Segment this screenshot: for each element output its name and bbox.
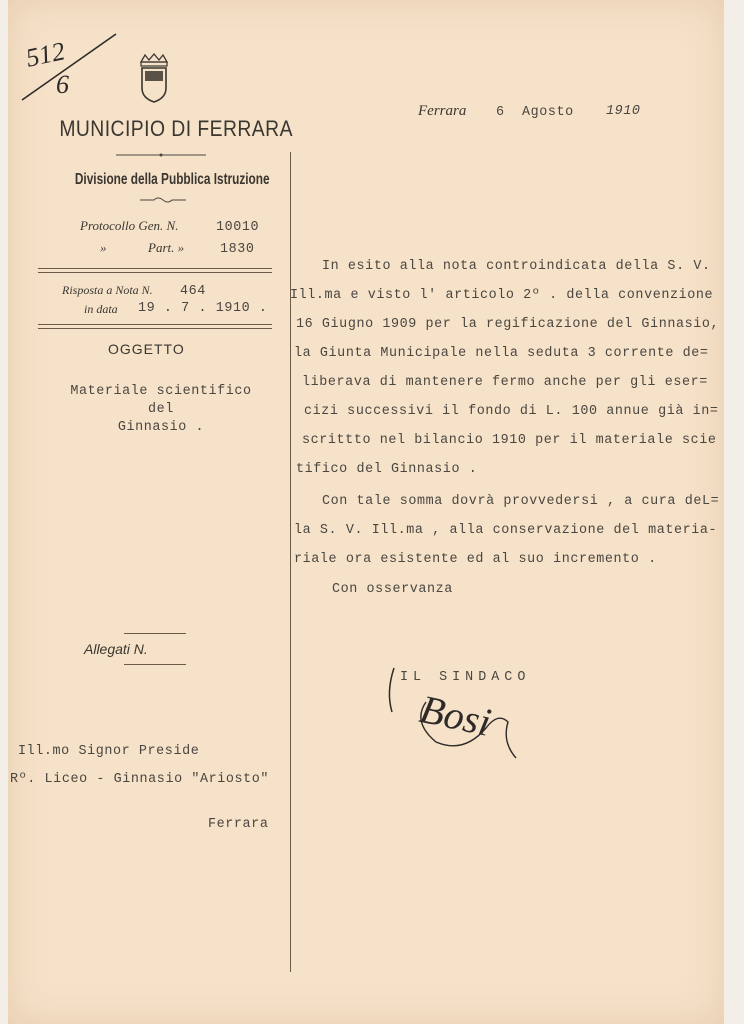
double-rule-1b bbox=[38, 272, 272, 273]
municipality-name: MUNICIPIO DI FERRARA bbox=[59, 116, 293, 141]
body-line-1: In esito alla nota controindicata della S. V. bbox=[322, 259, 711, 274]
reply-date-value: 19 . 7 . 1910 . bbox=[138, 301, 268, 316]
signature-name: Bosi bbox=[416, 686, 496, 745]
attachments-rule-top bbox=[124, 633, 186, 634]
body-line-3: 16 Giugno 1909 per la regificazione del Ginnasio, bbox=[296, 317, 720, 332]
body-line-9: Con tale somma dovrà provvedersi , a cura deL= bbox=[322, 494, 720, 509]
date-label: in data bbox=[84, 302, 118, 316]
body-line-2: Ill.ma e visto l' articolo 2º . della convenzione bbox=[290, 288, 714, 303]
double-rule-2a bbox=[38, 324, 272, 325]
division-name: Divisione della Pubblica Istruzione bbox=[74, 171, 270, 188]
reference-number-bottom: 6 bbox=[56, 70, 69, 99]
protocol-part-label: Part. » bbox=[148, 240, 185, 255]
date-city: Ferrara bbox=[418, 103, 467, 119]
ornament-divider-2 bbox=[140, 196, 186, 204]
double-rule-1a bbox=[38, 268, 272, 269]
coat-of-arms-icon bbox=[136, 52, 172, 104]
recipient-line-2: Rº. Liceo - Ginnasio "Ariosto" bbox=[10, 772, 270, 787]
subject-line-3: Ginnasio . bbox=[117, 420, 205, 435]
attachments-label: Allegati N. bbox=[84, 641, 148, 657]
letter-paper bbox=[8, 0, 724, 1024]
subject-line-2: del bbox=[148, 402, 174, 417]
protocol-part-quote: » bbox=[100, 240, 107, 255]
date-year: 1910 bbox=[606, 104, 641, 119]
body-line-4: la Giunta Municipale nella seduta 3 corrente de= bbox=[294, 346, 709, 361]
column-divider bbox=[290, 152, 291, 972]
protocol-gen-value: 10010 bbox=[216, 220, 260, 235]
double-rule-2b bbox=[38, 328, 272, 329]
reply-label: Risposta a Nota N. bbox=[62, 283, 153, 297]
signature-title: IL SINDACO bbox=[400, 670, 531, 685]
handwritten-signature bbox=[376, 662, 526, 772]
reply-value: 464 bbox=[180, 284, 206, 299]
body-line-6: cizi successivi il fondo di L. 100 annue già in= bbox=[304, 404, 719, 419]
body-line-11: riale ora esistente ed al suo incremento . bbox=[294, 552, 657, 567]
date-month: Agosto bbox=[522, 105, 574, 120]
reference-slash-stroke bbox=[16, 30, 126, 110]
date-day: 6 bbox=[496, 105, 505, 120]
ornament-divider-1 bbox=[116, 151, 206, 159]
closing-salutation: Con osservanza bbox=[332, 582, 453, 597]
attachments-rule-bottom bbox=[124, 664, 186, 665]
subject-heading: OGGETTO bbox=[108, 341, 185, 357]
reference-number-top: 512 bbox=[23, 36, 68, 73]
recipient-line-1: Ill.mo Signor Preside bbox=[18, 744, 200, 759]
body-line-10: la S. V. Ill.ma , alla conservazione del materia- bbox=[294, 523, 718, 538]
body-line-5: liberava di mantenere fermo anche per gli eser= bbox=[302, 375, 708, 390]
protocol-gen-label: Protocollo Gen. N. bbox=[80, 218, 179, 233]
subject-line-1: Materiale scientifico bbox=[70, 384, 252, 399]
body-line-7: scrittto nel bilancio 1910 per il materiale scie bbox=[302, 433, 717, 448]
body-line-8: tifico del Ginnasio . bbox=[296, 462, 478, 477]
protocol-part-value: 1830 bbox=[220, 242, 255, 257]
recipient-city: Ferrara bbox=[208, 817, 269, 832]
